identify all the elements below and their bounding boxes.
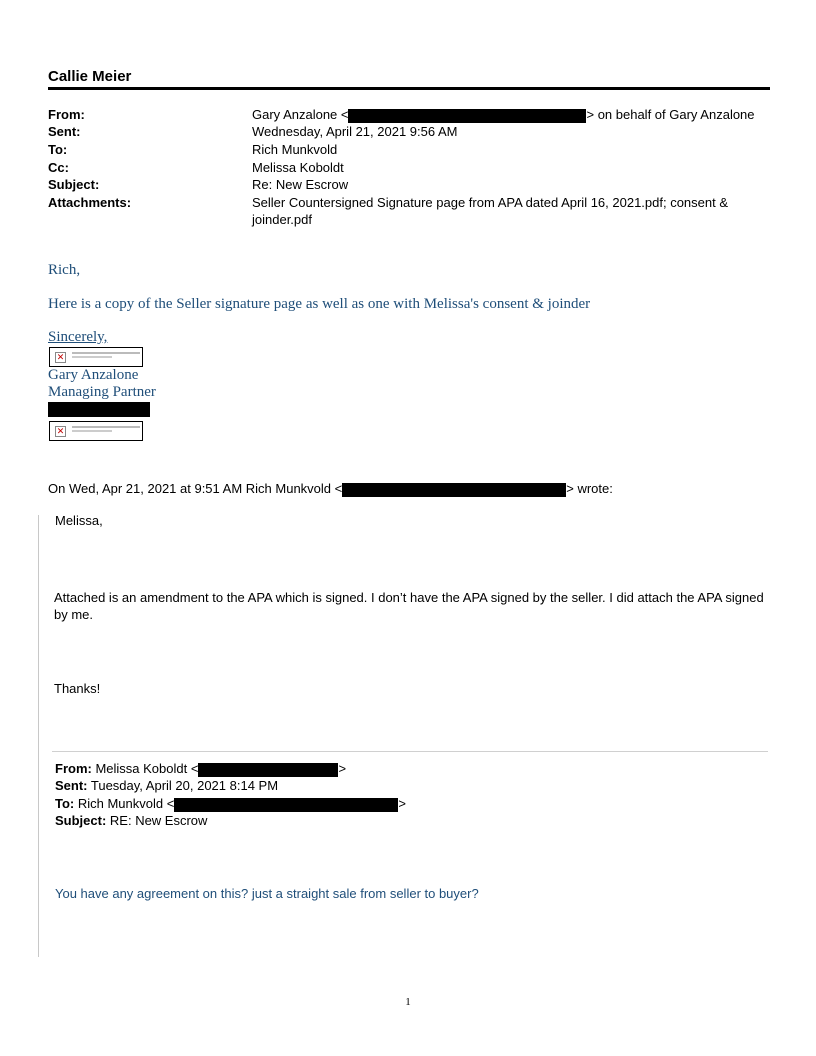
fwd-sent-value: Tuesday, April 20, 2021 8:14 PM: [87, 778, 279, 793]
fwd-to-prefix: Rich Munkvold <: [74, 796, 175, 811]
header-subject-row: [48, 176, 768, 193]
header-from-row: [48, 106, 768, 123]
header-to-label: To:: [48, 142, 68, 157]
quoted-thanks: Thanks!: [54, 681, 101, 696]
fwd-from-row: [55, 760, 346, 777]
header-attachments-row: [48, 194, 768, 230]
quoted-intro-prefix: On Wed, Apr 21, 2021 at 9:51 AM Rich Munkvold <: [48, 481, 343, 496]
from-name-prefix: Gary Anzalone <: [252, 107, 349, 122]
fwd-body: You have any agreement on this? just a straight sale from seller to buyer?: [55, 886, 479, 901]
fwd-to-suffix: >: [398, 796, 406, 811]
fwd-to-label: To:: [55, 796, 75, 811]
fwd-from-suffix: >: [338, 761, 347, 776]
fwd-to-row: [55, 795, 406, 812]
fwd-subject-row: [55, 812, 207, 829]
header-attachments-label: Attachments:: [48, 195, 132, 210]
fwd-from-label: From:: [55, 761, 92, 776]
from-name-suffix: > on behalf of Gary Anzalone: [586, 107, 755, 122]
redacted-signature-line: [48, 402, 150, 417]
header-sent-row: [48, 123, 768, 140]
separator-rule: [52, 751, 768, 752]
reply-body: Here is a copy of the Seller signature page as well as one with Melissa's consent & joinder: [48, 296, 591, 312]
header-subject-label: Subject:: [48, 177, 100, 192]
redacted-email: [198, 763, 338, 777]
header-from-value: [252, 106, 762, 123]
broken-image-icon: [49, 421, 143, 441]
reply-closing: Sincerely,: [48, 329, 108, 345]
signature-name: Gary Anzalone: [48, 367, 139, 383]
quote-bar: [38, 515, 39, 957]
header-to-value: Rich Munkvold: [252, 142, 338, 157]
fwd-sent-label: Sent:: [55, 778, 88, 793]
header-attachments-value[interactable]: Seller Countersigned Signature page from APA dated April 16, 2021.pdf; consent & joinder.pdf: [252, 195, 729, 227]
header-from-label: From:: [48, 107, 85, 122]
quoted-body: Attached is an amendment to the APA which is signed. I don’t have the APA signed by the seller. I did attach the APA signed by me.: [54, 590, 764, 622]
page-number: 1: [405, 996, 411, 1008]
broken-image-x-icon: ✕: [56, 352, 65, 362]
fwd-subject-value: RE: New Escrow: [106, 813, 208, 828]
title-rule: [48, 87, 770, 90]
header-to-row: [48, 141, 768, 158]
quoted-intro: [48, 480, 768, 497]
header-sent-label: Sent:: [48, 124, 81, 139]
broken-image-x-icon: ✕: [56, 426, 65, 436]
header-cc-value: Melissa Koboldt: [252, 160, 344, 175]
quoted-intro-suffix: > wrote:: [566, 481, 613, 496]
reply-greeting: Rich,: [48, 262, 81, 278]
fwd-subject-label: Subject:: [55, 813, 107, 828]
broken-image-icon: [49, 347, 143, 367]
header-cc-row: [48, 159, 768, 176]
header-sent-value: Wednesday, April 21, 2021 9:56 AM: [252, 124, 458, 139]
redacted-email: [174, 798, 398, 812]
header-cc-label: Cc:: [48, 160, 69, 175]
page-title: Callie Meier: [48, 68, 132, 85]
fwd-sent-row: [55, 777, 278, 794]
redacted-email: [348, 109, 586, 123]
quoted-greeting: Melissa,: [55, 513, 103, 528]
fwd-from-prefix: Melissa Koboldt <: [91, 761, 199, 776]
redacted-email: [342, 483, 566, 497]
header-subject-value: Re: New Escrow: [252, 177, 349, 192]
signature-role: Managing Partner: [48, 384, 156, 400]
